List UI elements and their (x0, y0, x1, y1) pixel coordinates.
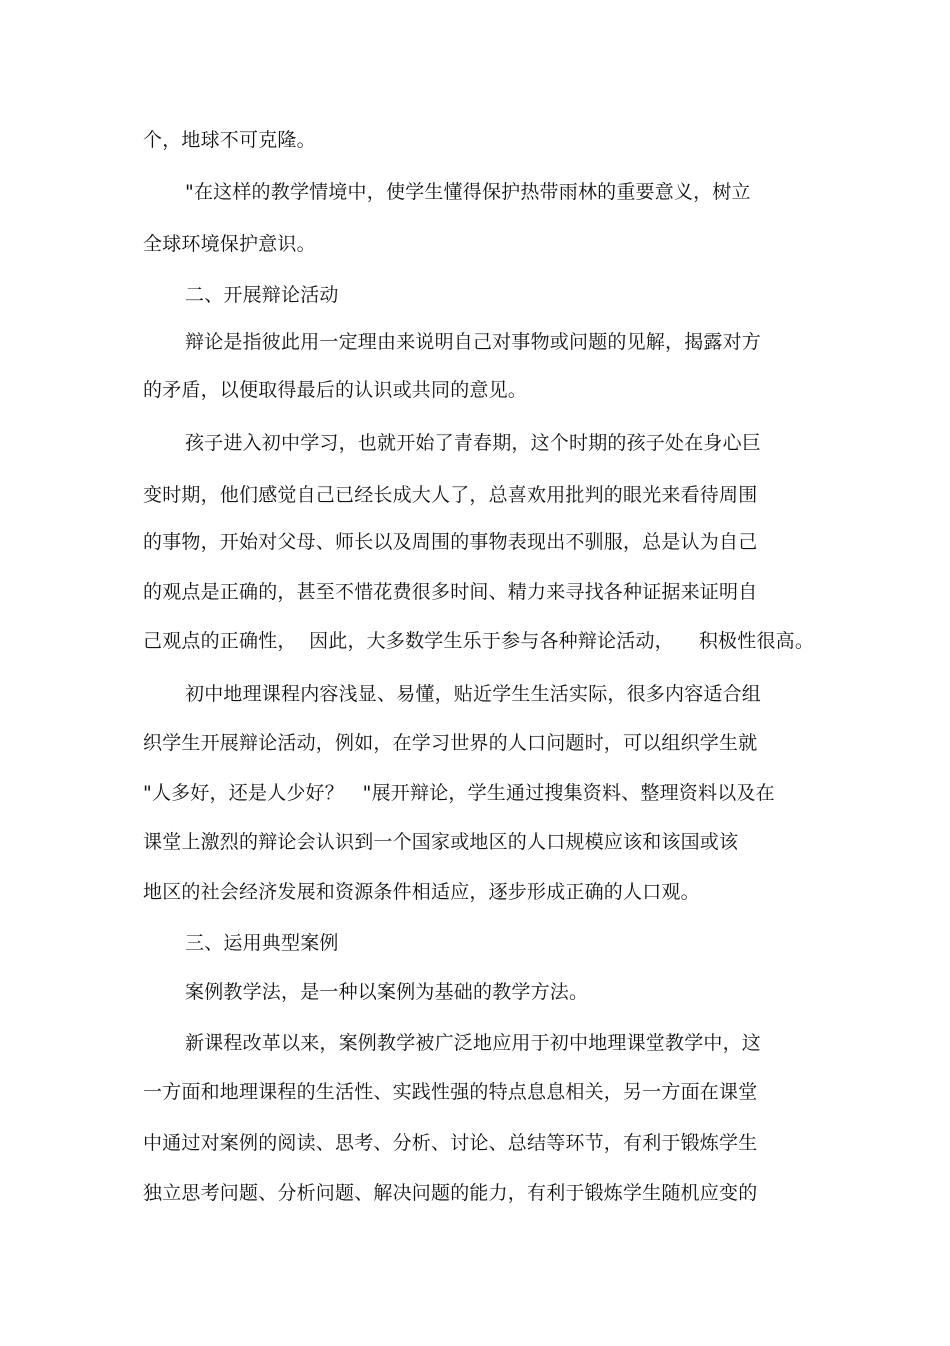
text-line-9: 的事物，开始对父母、师长以及周围的事物表现出不驯服，总是认为自己 (143, 531, 758, 553)
text-line-22: 独立思考问题、分析问题、解决问题的能力，有利于锻炼学生随机应变的 (143, 1182, 758, 1204)
text-line-20: 一方面和地理课程的生活性、实践性强的特点息息相关，另一方面在课堂 (143, 1081, 758, 1103)
text-line-6: 的矛盾，以便取得最后的认识或共同的意见。 (143, 379, 528, 401)
text-line-7: 孩子进入初中学习，也就开始了青春期，这个时期的孩子处在身心巨 (185, 432, 762, 454)
text-line-13: 织学生开展辩论活动，例如，在学习世界的人口问题时，可以组织学生就 (143, 732, 758, 754)
text-line-16: 地区的社会经济发展和资源条件相适应，逐步形成正确的人口观。 (143, 881, 700, 903)
text-line-14: "人多好，还是人少好？ "展开辩论，学生通过搜集资料、整理资料以及在 (143, 782, 775, 804)
text-line-11: 己观点的正确性， 因此，大多数学生乐于参与各种辩论活动， 积极性很高。 (143, 630, 815, 652)
text-line-18: 案例教学法，是一种以案例为基础的教学方法。 (185, 981, 589, 1003)
text-line-3: 全球环境保护意识。 (143, 233, 316, 255)
text-line-15: 课堂上激烈的辩论会认识到一个国家或地区的人口规模应该和该国或该 (143, 831, 739, 853)
text-line-2: "在这样的教学情境中，使学生懂得保护热带雨林的重要意义，树立 (185, 181, 751, 203)
section-heading-3: 三、运用典型案例 (185, 932, 339, 954)
text-line-8: 变时期，他们感觉自己已经长成大人了，总喜欢用批判的眼光来看待周围 (143, 484, 758, 506)
text-line-10: 的观点是正确的，甚至不惜花费很多时间、精力来寻找各种证据来证明自 (143, 581, 758, 603)
text-line-12: 初中地理课程内容浅显、易懂，贴近学生生活实际，很多内容适合组 (185, 683, 762, 705)
section-heading-2: 二、开展辩论活动 (185, 284, 339, 306)
text-line-5: 辩论是指彼此用一定理由来说明自己对事物或问题的见解，揭露对方 (185, 331, 762, 353)
text-line-21: 中通过对案例的阅读、思考、分析、讨论、总结等环节，有利于锻炼学生 (143, 1132, 758, 1154)
text-line-19: 新课程改革以来，案例教学被广泛地应用于初中地理课堂教学中，这 (185, 1032, 762, 1054)
text-line-1: 个，地球不可克隆。 (143, 129, 316, 151)
